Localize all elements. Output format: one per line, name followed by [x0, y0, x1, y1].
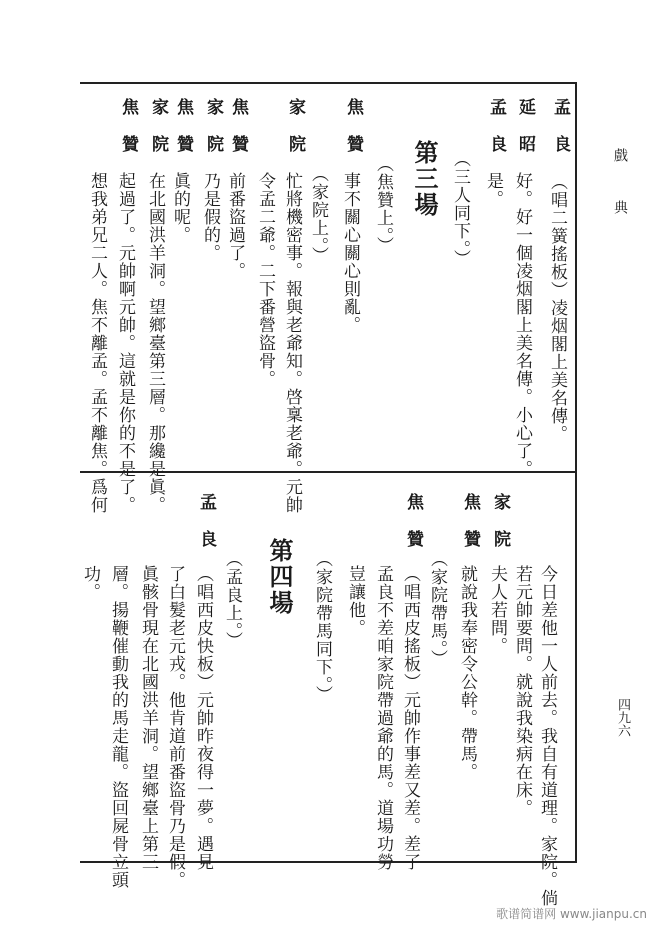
dialogue-line: 就說我奉密令公幹。帶馬。: [457, 565, 477, 781]
dialogue-line: （唱西皮快板）元帥昨夜得一夢。遇見: [193, 565, 213, 871]
dialogue-line: 忙將機密事。報與老爺知。啓稟老爺。元帥: [282, 172, 302, 514]
speaker-name: 焦贊: [173, 98, 193, 172]
dialogue-line: 在北國洪羊洞。望鄉臺第三層。那纔是眞。: [145, 172, 165, 514]
dialogue-line: （焦贊上。）: [373, 155, 393, 255]
dialogue-line: 了白髮老元戎。他肯道前番盜骨乃是假。: [165, 565, 185, 889]
dialogue-line: 事不關心關心則亂。: [340, 172, 360, 334]
dialogue-line: 夫人若問。: [487, 565, 507, 655]
scene-heading: 第三場: [410, 140, 439, 218]
dialogue-line: 功。: [80, 565, 100, 601]
dialogue-line: 令孟二爺。二下番營盜骨。: [255, 172, 275, 388]
running-header: 戲典: [612, 148, 628, 252]
dialogue-line: （三人同下。）: [450, 150, 470, 268]
dialogue-line: （家院帶馬。）: [427, 550, 447, 668]
dialogue-line: （家院上。）: [308, 165, 328, 265]
dialogue-line: （孟良上。）: [222, 550, 242, 650]
dialogue-line: （唱西皮搖板）元帥作事差又差。差了: [400, 565, 420, 871]
speaker-name: 家院: [285, 98, 305, 172]
dialogue-line: 孟良不差咱家院帶過爺的馬。道場功勞: [373, 565, 393, 871]
dialogue-line: （家院帶馬同下。）: [312, 550, 332, 704]
page-number: 四九六: [615, 698, 630, 737]
speaker-name: 家院: [203, 98, 223, 172]
dialogue-line: 若元帥要問。就說我染病在床。: [512, 565, 532, 817]
dialogue-line: 想我弟兄二人。焦不離孟。孟不離焦。爲何: [87, 172, 107, 514]
speaker-name: 延昭: [515, 98, 535, 172]
speaker-name: 家院: [148, 98, 168, 172]
dialogue-line: 起過了。元帥啊元帥。這就是你的不是了。: [115, 172, 135, 514]
speaker-name: 焦贊: [460, 493, 480, 567]
dialogue-line: 乃是假的。: [200, 172, 220, 262]
speaker-name: 孟良: [196, 493, 216, 567]
speaker-name: 焦贊: [403, 493, 423, 567]
watermark: 歌谱简谱网 www.jianpu.cn: [496, 907, 647, 921]
dialogue-line: 眞的呢。: [170, 172, 190, 244]
dialogue-line: 豈讓他。: [345, 565, 365, 637]
dialogue-line: 層。揚鞭催動我的馬走龍。盜回屍骨立頭: [108, 565, 128, 889]
speaker-name: 焦贊: [118, 98, 138, 172]
dialogue-line: 好。好一個凌烟閣上美名傳。小心了。: [512, 172, 532, 478]
speaker-name: 孟良: [550, 98, 570, 172]
dialogue-line: 眞骸骨現在北國洪羊洞。望鄉臺上第三: [138, 565, 158, 871]
dialogue-line: 是。: [483, 172, 503, 208]
dialogue-line: 前番盜過了。: [225, 172, 245, 280]
scene-heading: 第四場: [265, 538, 294, 616]
speaker-name: 焦贊: [228, 98, 248, 172]
speaker-name: 焦贊: [343, 98, 363, 172]
speaker-name: 家院: [490, 493, 510, 567]
dialogue-line: （唱二簧搖板）凌烟閣上美名傳。: [547, 173, 567, 443]
dialogue-line: 今日差他一人前去。我自有道理。家院。倘: [537, 565, 557, 907]
speaker-name: 孟良: [486, 98, 506, 172]
